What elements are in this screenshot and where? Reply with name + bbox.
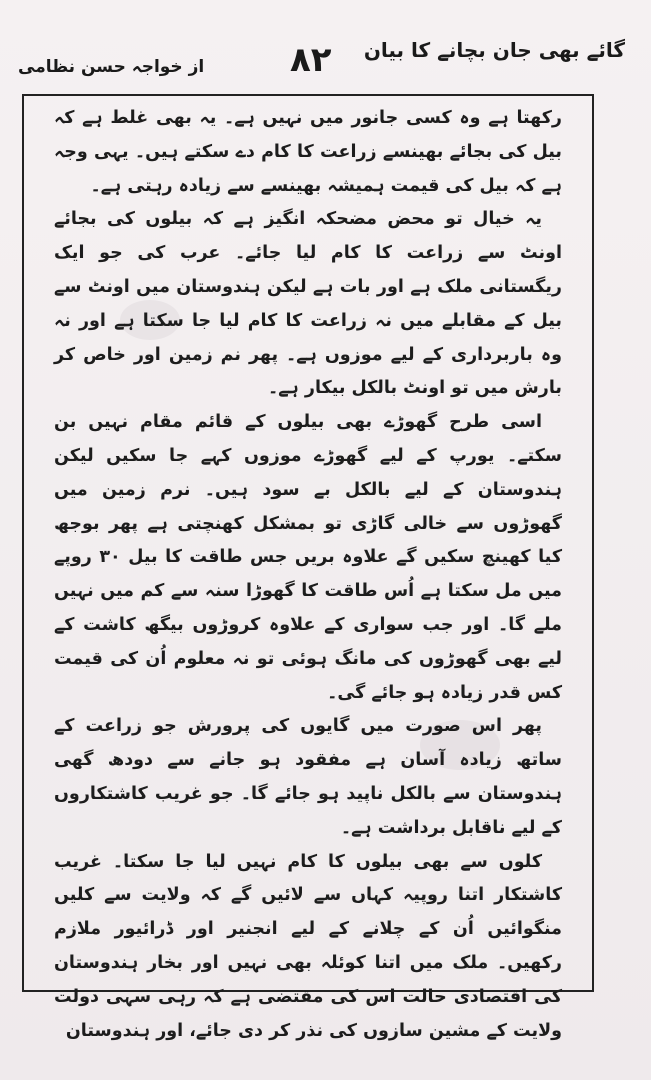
paragraph: رکھتا ہے وہ کسی جانور میں نہیں ہے۔ یہ بھی غلط ہے کہ بیل کی بجائے بھینسے زراعت کا کام دے سکتے ہیں۔ یہی وجہ ہے کہ بیل کی قیمت ہمیشہ بھینسے سے زیادہ رہتی ہے۔ xyxy=(54,108,562,196)
paragraph: پھر اس صورت میں گایوں کی پرورش جو زراعت کے ساتھ زیادہ آسان ہے مفقود ہو جانے سے دودھ گھی ہندوستان سے بالکل ناپید ہو جائے گا۔ جو غریب کاشتکاروں کے لیے ناقابل برداشت ہے۔ xyxy=(54,716,562,838)
page-header xyxy=(18,38,625,86)
page-number: ۸۲ xyxy=(290,40,332,80)
author-name: از خواجہ حسن نظامی xyxy=(18,57,205,77)
paragraph: یہ خیال تو محض مضحکہ انگیز ہے کہ بیلوں کی بجائے اونٹ سے زراعت کا کام لیا جائے۔ عرب کی جو ایک ریگستانی ملک ہے اور بات ہے لیکن ہندوستان میں اونٹ سے بیل کے مقابلے میں نہ زراعت کا کام لیا جا سکتا ہے اور نہ وہ باربرداری کے لیے موزوں ہے۔ پھر نم زمین اور خاص کر بارش میں تو اونٹ بالکل بیکار ہے۔ xyxy=(54,209,562,399)
book-title: گائے بھی جان بچانے کا بیان xyxy=(363,38,625,62)
paragraph: کلوں سے بھی بیلوں کا کام نہیں لیا جا سکتا۔ غریب کاشتکار اتنا روپیہ کہاں سے لائیں گے کہ ولایت سے کلیں منگوائیں اُن کے چلانے کے لیے انجنیر اور ڈرائیور ملازم رکھیں۔ ملک میں اتنا کوئلہ بھی نہیں اور بخار ہندوستان کی اقتصادی حالت اس کی مقتضی ہے کہ رہی سہی دولت ولایت کے مشین سازوں کی نذر کر دی جائے، اور ہندوستان xyxy=(54,851,562,1041)
body-text xyxy=(54,102,562,1048)
paragraph: اسی طرح گھوڑے بھی بیلوں کے قائم مقام نہیں بن سکتے۔ یورپ کے لیے گھوڑے موزوں کہے جا سکیں لیکن ہندوستان کے لیے بالکل بے سود ہیں۔ نرم زمین میں گھوڑوں سے خالی گاڑی تو بمشکل کھنچتی ہے پھر بوجھ کیا کھینچ سکیں گے علاوہ بریں جس طاقت کا بیل ۳۰ روپے میں مل سکتا ہے اُس طاقت کا گھوڑا سنہ سے کم میں نہیں ملے گا۔ اور جب سواری کے علاوہ کروڑوں بیگھ کاشت کے لیے بھی گھوڑوں کی مانگ ہوئی تو نہ معلوم اُن کی قیمت کس قدر زیادہ ہو جائے گی۔ xyxy=(54,412,562,703)
text-frame xyxy=(22,94,594,1041)
